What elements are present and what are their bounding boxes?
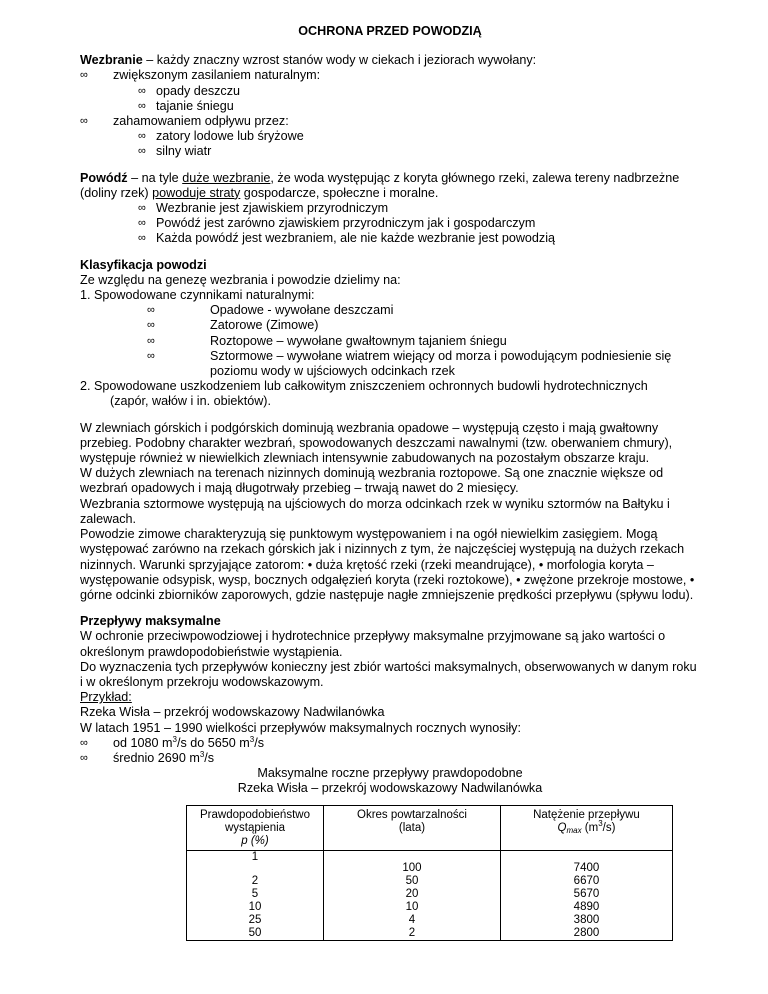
header-text: (m xyxy=(581,821,599,834)
table-cell: 50 xyxy=(187,927,324,941)
list-item xyxy=(80,99,700,114)
superscript: 3 xyxy=(199,749,205,759)
list-item-text: zahamowaniem odpływu przez: xyxy=(113,114,289,129)
table-cell: 6670 xyxy=(500,875,672,888)
list-item-text: /s xyxy=(204,750,215,765)
list-item-text: od 1080 m xyxy=(113,735,173,750)
infinity-bullet-icon: ∞ xyxy=(147,334,155,347)
wezbranie-term: Wezbranie xyxy=(80,53,143,68)
example-label: Przykład: xyxy=(80,690,132,705)
header-text xyxy=(503,818,670,835)
header-text: p (%) xyxy=(241,834,269,847)
list-item-text: tajanie śniegu xyxy=(156,98,234,113)
paragraph: Do wyznaczenia tych przepływów konieczny jest zbiór wartości maksymalnych, obserwowanych w danym roku i w określonym przekroju wodowskazowym. xyxy=(80,659,697,689)
superscript: 3 xyxy=(172,734,177,744)
table-cell: 4 xyxy=(324,914,501,927)
table-header-row xyxy=(187,805,673,850)
list-item xyxy=(80,349,700,364)
klasyfikacja-heading: Klasyfikacja powodzi xyxy=(80,257,207,272)
table-row xyxy=(187,901,673,914)
infinity-bullet-icon: ∞ xyxy=(80,751,88,764)
list-item xyxy=(80,751,700,766)
superscript: 3 xyxy=(249,734,255,744)
infinity-bullet-icon: ∞ xyxy=(147,319,155,332)
powodz-definition xyxy=(80,171,700,201)
infinity-bullet-icon: ∞ xyxy=(80,736,88,749)
powodz-underlined-text: powoduje straty xyxy=(152,185,241,200)
table-row xyxy=(187,850,673,875)
infinity-bullet-icon: ∞ xyxy=(138,232,146,245)
header-text: wystąpienia xyxy=(224,821,286,834)
header-text: Okres powtarzalności xyxy=(357,808,467,821)
infinity-bullet-icon: ∞ xyxy=(138,217,146,230)
list-item xyxy=(80,334,700,349)
list-item xyxy=(80,318,700,333)
header-text: Prawdopodobieństwo xyxy=(200,808,310,821)
klasyfikacja-point-2-cont: (zapór, wałów i in. obiektów). xyxy=(110,394,271,409)
powodz-term: Powódź xyxy=(80,170,128,185)
list-item-text: zatory lodowe lub śryżowe xyxy=(156,129,304,144)
list-item-text: Opadowe - wywołane deszczami xyxy=(210,303,394,318)
list-item xyxy=(80,216,700,231)
wezbranie-definition xyxy=(80,53,700,68)
list-item xyxy=(80,201,700,216)
table-cell: 10 xyxy=(187,901,324,914)
infinity-bullet-icon: ∞ xyxy=(80,115,88,128)
paragraph: Powodzie zimowe charakteryzują się punktowym występowaniem i na ogół niewielkim zasięgiem. Mogą występować zarówno na rzekach górskich jak i nizinnych z tym, że najczęściej występują na dużych rzekach nizinnych. Warunki sprzyjające zatorom: • duża krętość rzeki (rzeki meandrujące), • morfologia koryta – występowanie odsypisk, wysp, bocznych odgałęzień koryta (rzeki roztokowe), • zwężone przekroje mostowe, • górne odcinki zbiorników zaporowych, gdzie następuje nagłe zmniejszenie prędkości przepływu (spływu lodu). xyxy=(80,527,695,602)
klasyfikacja-intro: Ze względu na genezę wezbrania i powodzie dzielimy na: xyxy=(80,272,401,287)
superscript: 3 xyxy=(598,818,603,828)
header-text: /s) xyxy=(602,821,616,834)
list-item xyxy=(80,231,700,246)
example-river: Rzeka Wisła – przekrój wodowskazowy Nadwilanówka xyxy=(80,705,385,720)
table-row xyxy=(187,927,673,941)
list-item-text: /s xyxy=(254,735,265,750)
paragraph: W ochronie przeciwpowodziowej i hydrotechnice przepływy maksymalne przyjmowane są jako wartości o określonym prawdopodobieństwie wystąpienia. xyxy=(80,629,666,659)
infinity-bullet-icon: ∞ xyxy=(138,130,146,143)
table-cell: 2 xyxy=(324,927,501,941)
infinity-bullet-icon: ∞ xyxy=(147,349,155,362)
paragraph: Wezbrania sztormowe występują na ujściowych do morza odcinkach rzek w wyniku sztormów na Bałtyku i zalewach. xyxy=(80,496,670,526)
header-text: Natężenie przepływu xyxy=(533,808,640,821)
infinity-bullet-icon: ∞ xyxy=(147,304,155,317)
list-item-text: średnio 2690 m xyxy=(113,750,200,765)
table-cell: 5670 xyxy=(500,888,672,901)
list-item-text: Wezbranie jest zjawiskiem przyrodniczym xyxy=(156,201,389,216)
table-row xyxy=(187,875,673,888)
table-cell: 100 xyxy=(324,850,501,875)
przeplywy-heading: Przepływy maksymalne xyxy=(80,614,221,629)
header-probability xyxy=(187,805,324,850)
list-item-text: Sztormowe – wywołane wiatrem wiejący od morza i powodującym podniesienie się xyxy=(210,348,672,363)
list-item xyxy=(80,114,700,129)
powodz-text: gospodarcze, społeczne i moralne. xyxy=(240,185,439,200)
table-cell: 5 xyxy=(187,888,324,901)
table-cell: 2 xyxy=(187,875,324,888)
table-cell: 10 xyxy=(324,901,501,914)
list-item xyxy=(80,144,700,159)
table-cell: 50 xyxy=(324,875,501,888)
powodz-text: – na tyle xyxy=(127,170,183,185)
infinity-bullet-icon: ∞ xyxy=(80,69,88,82)
powodz-underlined-text: duże wezbranie xyxy=(182,170,271,185)
flow-table xyxy=(186,805,673,941)
table-cell: 2800 xyxy=(500,927,672,941)
header-text: (lata) xyxy=(398,821,426,834)
document-title: OCHRONA PRZED POWODZIĄ xyxy=(298,24,482,38)
infinity-bullet-icon: ∞ xyxy=(138,84,146,97)
infinity-bullet-icon: ∞ xyxy=(138,99,146,112)
table-row xyxy=(187,888,673,901)
powodz-text: , że woda występując z koryta głównego rzeki, zalewa tereny nadbrzeżne (doliny rzek) xyxy=(80,170,680,200)
header-text: Q xyxy=(557,821,567,834)
infinity-bullet-icon: ∞ xyxy=(138,202,146,215)
list-item-text: zwiększonym zasilaniem naturalnym: xyxy=(113,68,321,83)
list-item-text: Powódź jest zarówno zjawiskiem przyrodniczym jak i gospodarczym xyxy=(156,216,536,231)
list-item xyxy=(80,303,700,318)
header-return-period xyxy=(324,805,501,850)
list-item xyxy=(80,736,700,751)
subscript: max xyxy=(566,825,582,835)
paragraph: W dużych zlewniach na terenach nizinnych dominują wezbrania roztopowe. Są one znacznie większe od wezbrań opadowych i mają długotrwały przebieg – trwają nawet do 2 miesięcy. xyxy=(80,466,664,496)
table-cell: 25 xyxy=(187,914,324,927)
table-cell: 3800 xyxy=(500,914,672,927)
table-cell: 20 xyxy=(324,888,501,901)
list-item-continuation: poziomu wody w ujściowych odcinkach rzek xyxy=(210,364,455,379)
table-row xyxy=(187,914,673,927)
list-item-text: Roztopowe – wywołane gwałtownym tajaniem śniegu xyxy=(210,333,507,348)
list-item-text: opady deszczu xyxy=(156,83,241,98)
infinity-bullet-icon: ∞ xyxy=(138,145,146,158)
header-text xyxy=(189,835,321,848)
wezbranie-def-text: – każdy znaczny wzrost stanów wody w ciekach i jeziorach wywołany: xyxy=(142,53,537,68)
klasyfikacja-point-2: 2. Spowodowane uszkodzeniem lub całkowitym zniszczeniem ochronnych budowli hydrotechnicznych xyxy=(80,379,648,394)
header-flow-rate xyxy=(500,805,672,850)
list-item xyxy=(80,129,700,144)
table-cell: 4890 xyxy=(500,901,672,914)
klasyfikacja-point-1: 1. Spowodowane czynnikami naturalnymi: xyxy=(80,288,315,303)
table-cell: 7400 xyxy=(500,850,672,875)
table-caption-1: Maksymalne roczne przepływy prawdopodobne xyxy=(257,766,523,781)
list-item xyxy=(80,84,700,99)
table-cell: 1 xyxy=(187,850,324,875)
list-item-text: /s do 5650 m xyxy=(176,735,250,750)
list-item-text: silny wiatr xyxy=(156,144,212,159)
list-item-text: Zatorowe (Zimowe) xyxy=(210,318,319,333)
list-item xyxy=(80,68,700,83)
document-page xyxy=(80,24,700,941)
list-item-text: Każda powódź jest wezbraniem, ale nie każde wezbranie jest powodzią xyxy=(156,231,556,246)
table-caption-2: Rzeka Wisła – przekrój wodowskazowy Nadwilanówka xyxy=(237,781,543,796)
paragraph: W zlewniach górskich i podgórskich dominują wezbrania opadowe – występują często i mają gwałtowny przebieg. Podobny charakter wezbrań, spowodowanych deszczami nawalnymi (tzw. oberwaniem chmury), występuje również w niewielkich zlewniach intensywnie zabudowanych na pozostałym obszarze kraju. xyxy=(80,420,673,466)
example-years: W latach 1951 – 1990 wielkości przepływów maksymalnych rocznych wynosiły: xyxy=(80,720,521,735)
